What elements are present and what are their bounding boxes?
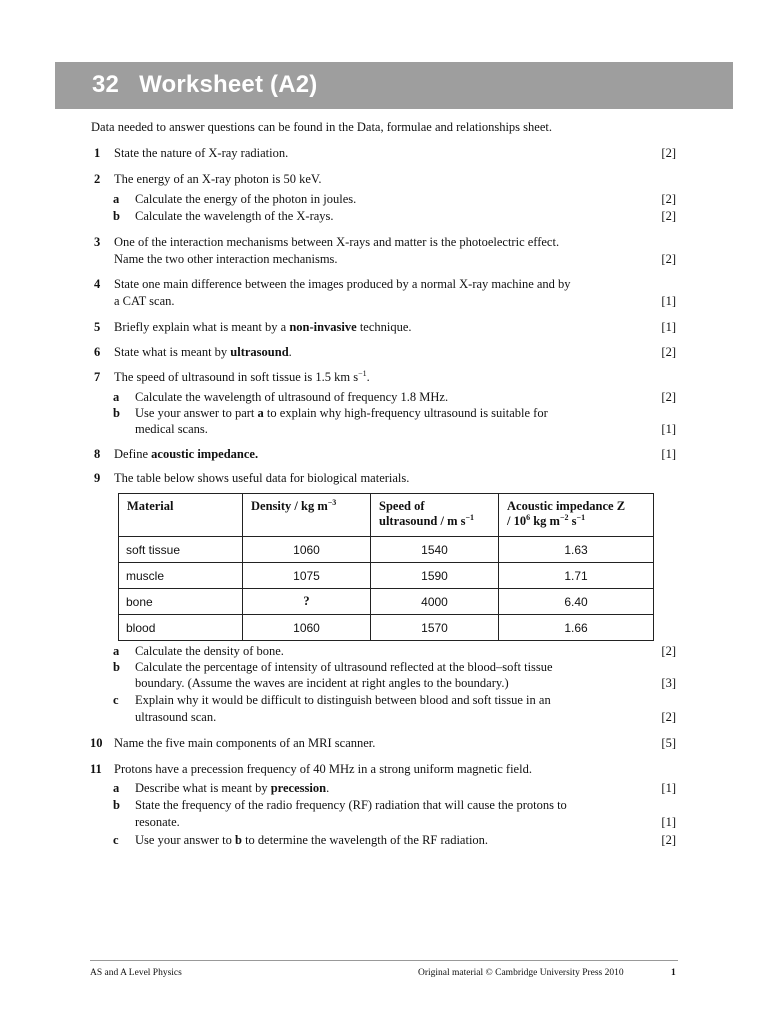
cell-material: soft tissue — [119, 537, 243, 563]
marks: [1] — [661, 781, 676, 795]
question-number: 10 — [90, 736, 103, 750]
marks: [2] — [661, 209, 676, 223]
materials-table — [118, 493, 654, 641]
question-number: 9 — [94, 471, 101, 485]
cell-material: muscle — [119, 563, 243, 589]
part-text: Calculate the percentage of intensity of ultrasound reflected at the blood–soft tissue — [135, 660, 553, 674]
part-text: State the frequency of the radio frequency (RF) radiation that will cause the protons to — [135, 798, 567, 812]
question-text: State one main difference between the images produced by a normal X-ray machine and by — [114, 277, 571, 291]
column-header-material: Material — [119, 494, 243, 537]
question-text: The table below shows useful data for biological materials. — [114, 471, 410, 485]
cell-impedance: 1.71 — [499, 563, 654, 589]
marks: [2] — [661, 710, 676, 724]
question-number: 7 — [94, 370, 101, 384]
marks: [3] — [661, 676, 676, 690]
worksheet-number: 32 — [92, 71, 120, 98]
marks: [1] — [661, 447, 676, 461]
intro-text: Data needed to answer questions can be found in the Data, formulae and relationships sheet. — [91, 120, 552, 134]
part-text: Use your answer to part a to explain why high-frequency ultrasound is suitable for — [135, 406, 548, 420]
marks: [1] — [661, 320, 676, 334]
marks: [1] — [661, 422, 676, 436]
cell-impedance: 6.40 — [499, 589, 654, 615]
part-label: b — [113, 209, 120, 223]
part-label: a — [113, 192, 120, 206]
part-label: b — [113, 660, 120, 674]
part-text: medical scans. — [135, 422, 208, 436]
table-row — [119, 589, 654, 615]
cell-density: 1060 — [243, 537, 371, 563]
marks: [2] — [661, 146, 676, 160]
question-text: The speed of ultrasound in soft tissue is 1.5 km $s^{-1}$. — [114, 368, 370, 384]
marks: [2] — [661, 390, 676, 404]
marks: [1] — [661, 815, 676, 829]
cell-speed: 1590 — [371, 563, 499, 589]
part-text: Use your answer to b to determine the wavelength of the RF radiation. — [135, 833, 489, 847]
question-number: 11 — [90, 762, 102, 776]
question-text: One of the interaction mechanisms between X-rays and matter is the photoelectric effect. — [114, 235, 560, 249]
table-row — [119, 563, 654, 589]
column-header-density: Density / kg $m^{-3}$ — [243, 494, 371, 537]
cell-density: ? — [243, 589, 371, 615]
table-row — [119, 615, 654, 641]
question-number: 8 — [94, 447, 101, 461]
cell-density: 1075 — [243, 563, 371, 589]
question-text: Name the five main components of an MRI scanner. — [114, 736, 376, 750]
question-number: 4 — [94, 277, 101, 291]
cell-impedance: 1.66 — [499, 615, 654, 641]
question-number: 3 — [94, 235, 101, 249]
part-text: Explain why it would be difficult to distinguish between blood and soft tissue in an — [135, 693, 551, 707]
cell-speed: 1570 — [371, 615, 499, 641]
cell-material: bone — [119, 589, 243, 615]
question-text: Define acoustic impedance. — [114, 447, 259, 461]
part-label: b — [113, 406, 120, 420]
question-text: The energy of an X-ray photon is 50 keV. — [114, 172, 322, 186]
marks: [2] — [661, 345, 676, 359]
question-number: 6 — [94, 345, 101, 359]
marks: [2] — [661, 192, 676, 206]
marks: [1] — [661, 294, 676, 308]
question-text: Protons have a precession frequency of 40 MHz in a strong uniform magnetic field. — [114, 762, 532, 776]
page-title — [92, 71, 318, 99]
page-number: 1 — [671, 968, 676, 978]
worksheet-title: Worksheet (A2) — [139, 71, 318, 98]
marks: [2] — [661, 833, 676, 847]
part-text: ultrasound scan. — [135, 710, 217, 724]
part-label: a — [113, 390, 120, 404]
question-text: State what is meant by ultrasound. — [114, 345, 292, 359]
part-label: b — [113, 798, 120, 812]
marks: [2] — [661, 252, 676, 266]
part-text: resonate. — [135, 815, 180, 829]
part-text: Calculate the wavelength of ultrasound of frequency 1.8 MHz. — [135, 390, 449, 404]
column-header-speed: Speed of ultrasound / m $s^{-1}$ — [371, 494, 499, 537]
table-header-row — [119, 494, 654, 537]
question-text: State the nature of X-ray radiation. — [114, 146, 289, 160]
cell-impedance: 1.63 — [499, 537, 654, 563]
part-text: boundary. (Assume the waves are incident at right angles to the boundary.) — [135, 676, 509, 690]
cell-material: blood — [119, 615, 243, 641]
footer-copyright: Original material © Cambridge University Press 2010 — [418, 968, 624, 978]
worksheet-title-banner — [55, 62, 733, 109]
cell-speed: 1540 — [371, 537, 499, 563]
question-number: 2 — [94, 172, 101, 186]
question-text: Briefly explain what is meant by a non-invasive technique. — [114, 320, 412, 334]
column-header-impedance: Acoustic impedance Z / $10^6$ kg $m^{-2}$ $s^{-1}$ — [499, 494, 654, 537]
marks: [2] — [661, 644, 676, 658]
part-label: c — [113, 833, 119, 847]
part-text: Calculate the wavelength of the X-rays. — [135, 209, 334, 223]
marks: [5] — [661, 736, 676, 750]
part-label: c — [113, 693, 119, 707]
cell-density: 1060 — [243, 615, 371, 641]
footer-divider — [90, 960, 678, 961]
part-text: Describe what is meant by precession. — [135, 781, 330, 795]
part-text: Calculate the energy of the photon in joules. — [135, 192, 357, 206]
table-row — [119, 537, 654, 563]
question-number: 5 — [94, 320, 101, 334]
question-text: Name the two other interaction mechanisms. — [114, 252, 338, 266]
part-label: a — [113, 644, 120, 658]
question-number: 1 — [94, 146, 101, 160]
part-label: a — [113, 781, 120, 795]
cell-speed: 4000 — [371, 589, 499, 615]
footer-course: AS and A Level Physics — [90, 968, 182, 978]
part-text: Calculate the density of bone. — [135, 644, 284, 658]
question-text: a CAT scan. — [114, 294, 175, 308]
